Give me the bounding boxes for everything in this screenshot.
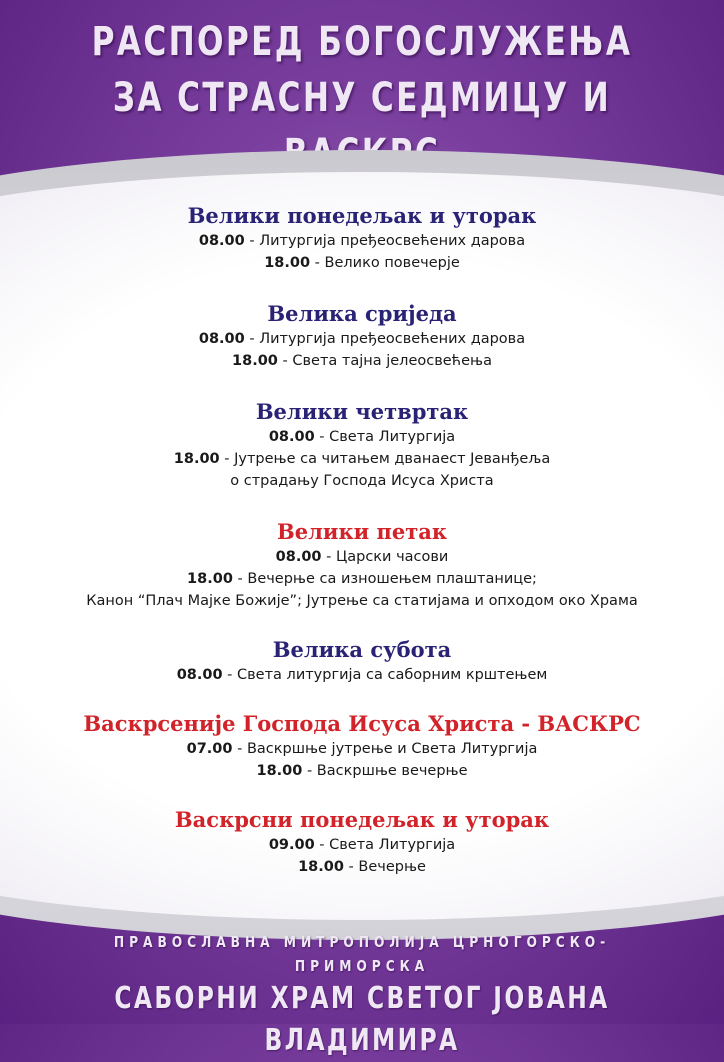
schedule-item xyxy=(0,664,724,686)
section-heading: Велика сриједа xyxy=(267,301,457,326)
item-text: - Литургија пређеосвећених дарова xyxy=(244,233,526,249)
schedule-section xyxy=(0,398,724,492)
item-text: - Царски часови xyxy=(321,549,449,565)
section-heading: Васкрсеније Господа Исуса Христа - ВАСКРС xyxy=(83,711,641,736)
schedule-section xyxy=(0,202,724,274)
schedule-item xyxy=(0,328,724,350)
schedule-item xyxy=(0,448,724,470)
schedule-section xyxy=(0,300,724,372)
schedule-item xyxy=(0,834,724,856)
schedule-item xyxy=(0,252,724,274)
footer-metropolis: ПРАВОСЛАВНА МИТРОПОЛИЈА ЦРНОГОРСКО-ПРИМОРСКА xyxy=(113,933,611,975)
item-text: - Света литургија са саборним крштењем xyxy=(222,667,548,683)
schedule-item xyxy=(0,856,724,878)
schedule-item xyxy=(0,426,724,448)
item-time: 08.00 xyxy=(176,667,223,683)
item-text: - Литургија пређеосвећених дарова xyxy=(244,331,526,347)
schedule-item-continued xyxy=(0,590,724,612)
schedule-section xyxy=(0,710,724,782)
footer-cathedral: САБОРНИ ХРАМ СВЕТОГ ЈОВАНА ВЛАДИМИРА xyxy=(114,981,610,1058)
item-time: 08.00 xyxy=(198,233,245,249)
schedule-item xyxy=(0,230,724,252)
title-line-2: ЗА СТРАСНУ СЕДМИЦУ И xyxy=(112,75,612,121)
section-heading: Васкрсни понедељак и уторак xyxy=(174,807,550,832)
item-time: 08.00 xyxy=(268,429,315,445)
item-time: 18.00 xyxy=(264,255,311,271)
item-time: 18.00 xyxy=(173,451,220,467)
poster-footer xyxy=(0,930,724,1062)
item-text: - Васкршње вечерње xyxy=(302,763,468,779)
item-text: - Велико повечерје xyxy=(310,255,460,271)
schedule-item xyxy=(0,546,724,568)
item-text: Канон “Плач Мајке Божије”; Јутрење са статијама и опходом око Храма xyxy=(86,593,638,609)
section-heading: Велика субота xyxy=(272,637,452,662)
item-text: - Вечерње xyxy=(343,859,426,875)
section-heading: Велики четвртак xyxy=(255,399,469,424)
schedule-section xyxy=(0,636,724,686)
item-time: 09.00 xyxy=(268,837,315,853)
item-text: - Јутрење са читањем дванаест Јеванђеља xyxy=(219,451,551,467)
schedule-item xyxy=(0,738,724,760)
schedule-section xyxy=(0,806,724,878)
section-heading: Велики понедељак и уторак xyxy=(187,203,537,228)
title-line-1: РАСПОРЕД БОГОСЛУЖЕЊА xyxy=(91,19,633,65)
schedule-item-continued xyxy=(0,470,724,492)
item-time: 08.00 xyxy=(275,549,322,565)
schedule-section xyxy=(0,518,724,612)
schedule-item xyxy=(0,760,724,782)
item-time: 07.00 xyxy=(186,741,233,757)
item-time: 18.00 xyxy=(298,859,344,875)
schedule-item xyxy=(0,568,724,590)
item-time: 18.00 xyxy=(256,763,303,779)
section-heading: Велики петак xyxy=(276,519,448,544)
item-text: - Васкршње јутрење и Света Литургија xyxy=(232,741,538,757)
item-time: 08.00 xyxy=(198,331,245,347)
item-text: - Света Литургија xyxy=(314,429,456,445)
schedule-list xyxy=(0,202,724,902)
item-text: - Света тајна јелеосвећења xyxy=(277,353,492,369)
item-time: 18.00 xyxy=(187,571,233,587)
item-time: 18.00 xyxy=(232,353,278,369)
item-text: о страдању Господа Исуса Христа xyxy=(230,473,494,489)
schedule-item xyxy=(0,350,724,372)
item-text: - Света Литургија xyxy=(314,837,456,853)
item-text: - Вечерње са изношењем плаштанице; xyxy=(232,571,537,587)
